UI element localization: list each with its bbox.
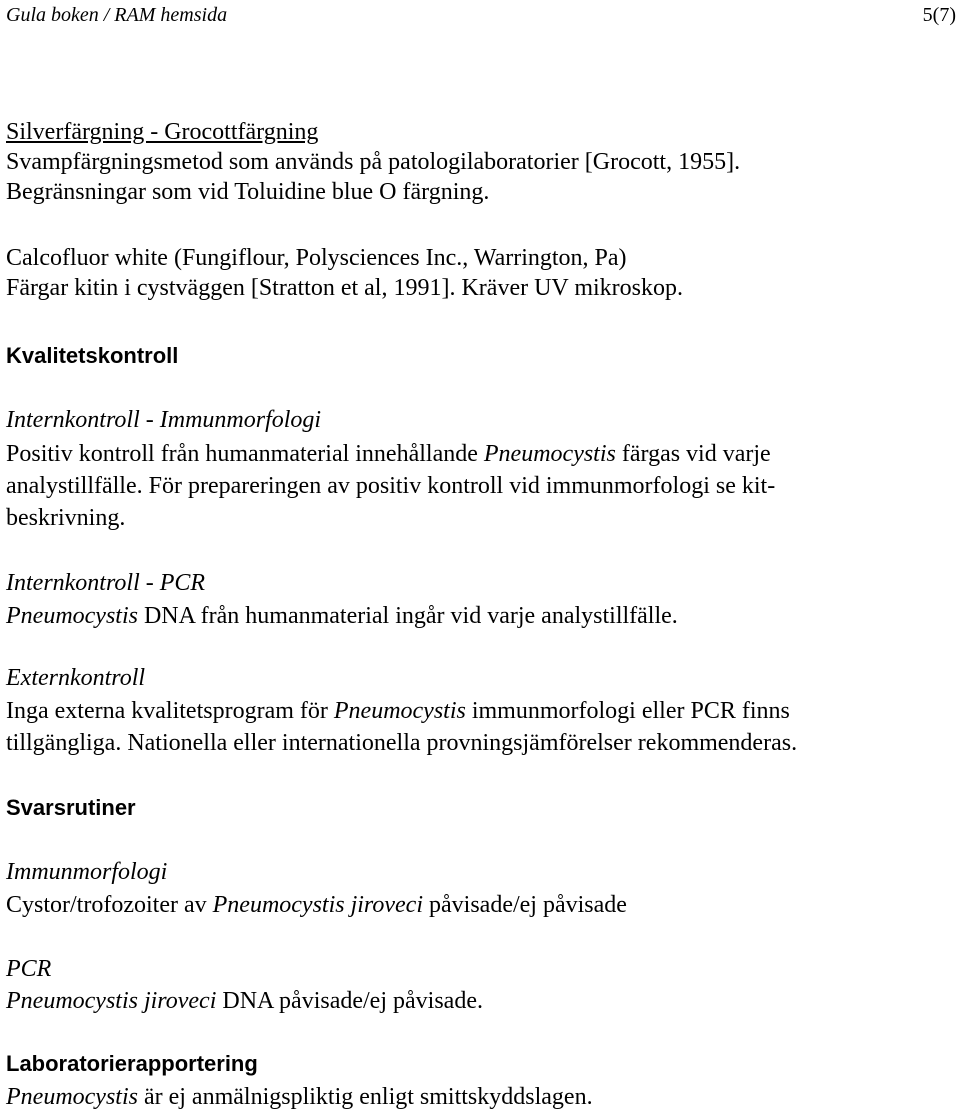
response-pcr-heading: PCR — [6, 956, 52, 982]
external-control-line-1: Inga externa kvalitetsprogram för Pneumocystis immunmorfologi eller PCR finns — [6, 698, 790, 724]
lab-reporting-line: Pneumocystis är ej anmälnigspliktig enligt smittskyddslagen. — [6, 1084, 593, 1110]
lab-reporting-heading: Laboratorierapportering — [6, 1051, 258, 1076]
internal-control-pcr-line-1: Pneumocystis DNA från humanmaterial ingår vid varje analystillfälle. — [6, 603, 678, 629]
response-routines-heading: Svarsrutiner — [6, 795, 136, 820]
header-page-number: 5(7) — [922, 4, 956, 26]
response-immuno-line: Cystor/trofozoiter av Pneumocystis jiroveci påvisade/ej påvisade — [6, 892, 627, 918]
silver-staining-title: Silverfärgning - Grocottfärgning — [6, 119, 319, 145]
external-control-heading: Externkontroll — [6, 665, 146, 691]
response-pcr-line: Pneumocystis jiroveci DNA påvisade/ej påvisade. — [6, 988, 483, 1014]
header-document-title: Gula boken / RAM hemsida — [6, 4, 228, 26]
internal-control-immuno-heading: Internkontroll - Immunmorfologi — [6, 407, 322, 433]
internal-control-immuno-line-3: beskrivning. — [6, 505, 126, 531]
response-immuno-heading: Immunmorfologi — [6, 859, 168, 885]
quality-control-heading: Kvalitetskontroll — [6, 343, 179, 368]
external-control-line-2: tillgängliga. Nationella eller internationella provningsjämförelser rekommenderas. — [6, 730, 798, 756]
internal-control-pcr-heading: Internkontroll - PCR — [6, 570, 206, 596]
calcofluor-line-2: Färgar kitin i cystväggen [Stratton et al, 1991]. Kräver UV mikroskop. — [6, 275, 683, 301]
internal-control-immuno-line-2: analystillfälle. För prepareringen av positiv kontroll vid immunmorfologi se kit- — [6, 473, 776, 499]
calcofluor-line-1: Calcofluor white (Fungiflour, Polysciences Inc., Warrington, Pa) — [6, 245, 627, 271]
silver-staining-line-1: Svampfärgningsmetod som används på patologilaboratorier [Grocott, 1955]. — [6, 149, 741, 175]
silver-staining-line-2: Begränsningar som vid Toluidine blue O färgning. — [6, 179, 490, 205]
internal-control-immuno-line-1: Positiv kontroll från humanmaterial innehållande Pneumocystis färgas vid varje — [6, 441, 771, 467]
